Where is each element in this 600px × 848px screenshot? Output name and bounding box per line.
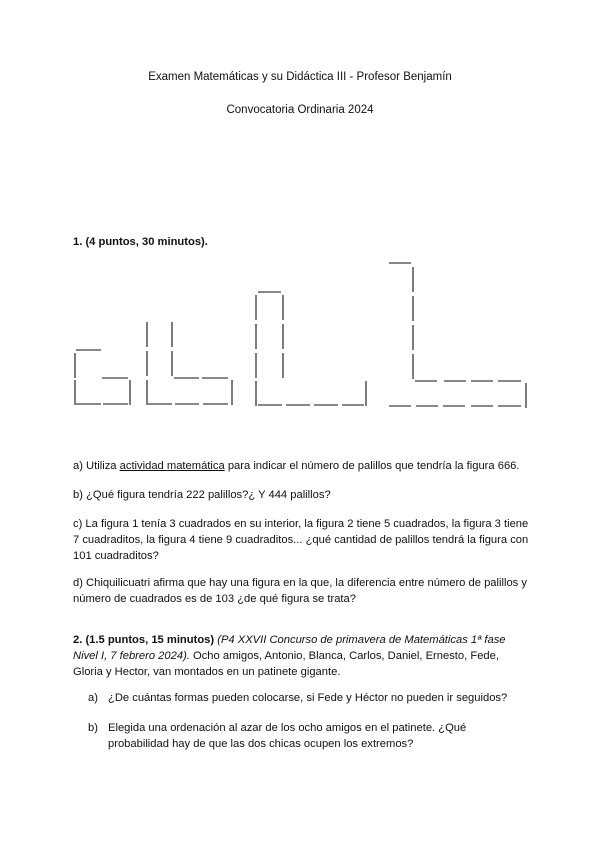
q1-heading: 1. (4 puntos, 30 minutos). bbox=[73, 236, 208, 248]
figure-2 bbox=[147, 322, 232, 405]
q2-intro: 2. (1.5 puntos, 15 minutos) (P4 XXVII Concurso de primavera de Matemáticas 1ª fase Nivel I, 7 febrero 2024). Ocho amigos, Antonio, Blanca, Carlos, Daniel, Ernesto, Fede, Gloria y Hector, van montados en un patinete gigante. bbox=[73, 634, 506, 678]
q1-part-a: a) Utiliza actividad matemática para indicar el número de palillos que tendría la figura 666. bbox=[73, 460, 520, 472]
exam-title: Examen Matemáticas y su Didáctica III - Profesor Benjamín bbox=[148, 71, 452, 83]
q1-part-b: b) ¿Qué figura tendría 222 palillos?¿ Y 444 palillos? bbox=[73, 489, 331, 501]
exam-subtitle: Convocatoria Ordinaria 2024 bbox=[226, 104, 374, 116]
figure-4 bbox=[389, 263, 526, 408]
figure-1 bbox=[75, 350, 130, 405]
q1-part-d: d) Chiquilicuatri afirma que hay una figura en la que, la diferencia entre número de palillos y número de cuadrados es de 103 ¿de qué figura se trata? bbox=[73, 577, 527, 605]
q2-heading: 2. (1.5 puntos, 15 minutos) bbox=[73, 634, 215, 646]
q1-part-c: c) La figura 1 tenía 3 cuadrados en su interior, la figura 2 tiene 5 cuadrados, la figura 3 tiene 7 cuadraditos, la figura 4 tiene 9 cuadraditos... ¿qué cantidad de palillos tendrá la figura con 101 cuadraditos? bbox=[73, 518, 529, 562]
figure-3 bbox=[256, 292, 366, 406]
activity-link[interactable]: actividad matemática bbox=[119, 460, 225, 472]
